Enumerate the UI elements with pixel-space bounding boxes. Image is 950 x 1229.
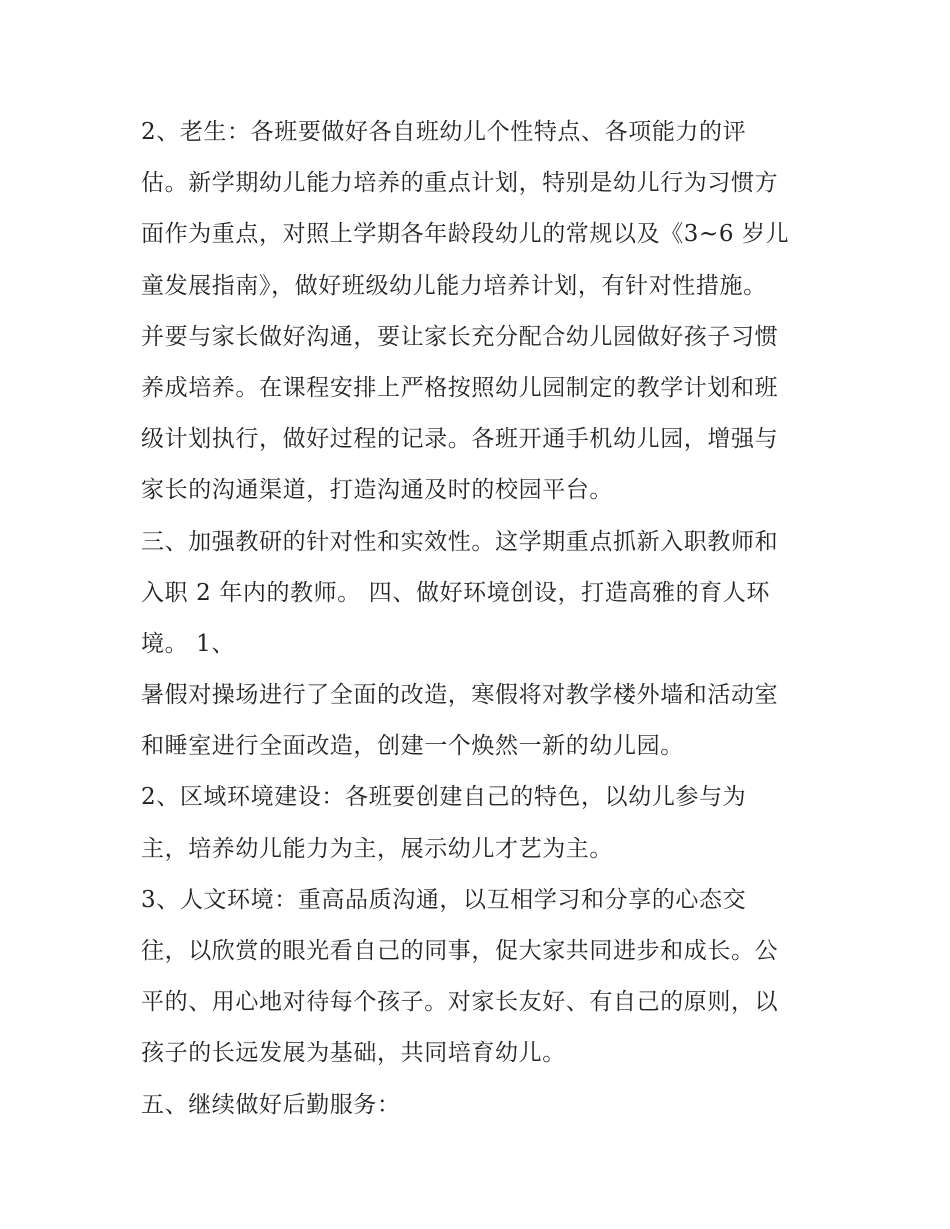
text-line: 级计划执行，做好过程的记录。各班开通手机幼儿园，增强与 — [141, 426, 779, 453]
text-line: 估。新学期幼儿能力培养的重点计划，特别是幼儿行为习惯方 — [141, 170, 779, 197]
text-line: 入职 2 年内的教师。 四、做好环境创设，打造高雅的育人环 — [141, 579, 770, 606]
text-line: 孩子的长远发展为基础，共同培育幼儿。 — [141, 1040, 566, 1067]
text-line: 和睡室进行全面改造，创建一个焕然一新的幼儿园。 — [141, 733, 684, 760]
text-line: 2、区域环境建设：各班要创建自己的特色，以幼儿参与为 — [141, 784, 747, 811]
text-line: 童发展指南》，做好班级幼儿能力培养计划，有针对性措施。 — [141, 272, 767, 299]
text-line: 三、加强教研的针对性和实效性。这学期重点抓新入职教师和 — [141, 528, 779, 555]
text-line: 面作为重点，对照上学期各年龄段幼儿的常规以及《3~6 岁儿 — [141, 221, 790, 248]
text-line: 暑假对操场进行了全面的改造，寒假将对教学楼外墙和活动室 — [141, 682, 779, 709]
text-line: 境。 1、 — [141, 630, 235, 657]
text-line: 3、人文环境：重高品质沟通，以互相学习和分享的心态交 — [141, 886, 747, 913]
text-line: 家长的沟通渠道，打造沟通及时的校园平台。 — [141, 477, 613, 504]
text-line: 主，培养幼儿能力为主，展示幼儿才艺为主。 — [141, 835, 613, 862]
text-line: 养成培养。在课程安排上严格按照幼儿园制定的教学计划和班 — [141, 374, 779, 401]
text-line: 并要与家长做好沟通，要让家长充分配合幼儿园做好孩子习惯 — [141, 323, 779, 350]
text-line: 平的、用心地对待每个孩子。对家长友好、有自己的原则，以 — [141, 989, 779, 1016]
document-body — [141, 107, 821, 1131]
text-line: 五、继续做好后勤服务： — [141, 1091, 401, 1118]
text-line: 往，以欣赏的眼光看自己的同事，促大家共同进步和成长。公 — [141, 938, 779, 964]
text-line: 2、老生：各班要做好各自班幼儿个性特点、各项能力的评 — [141, 119, 747, 145]
